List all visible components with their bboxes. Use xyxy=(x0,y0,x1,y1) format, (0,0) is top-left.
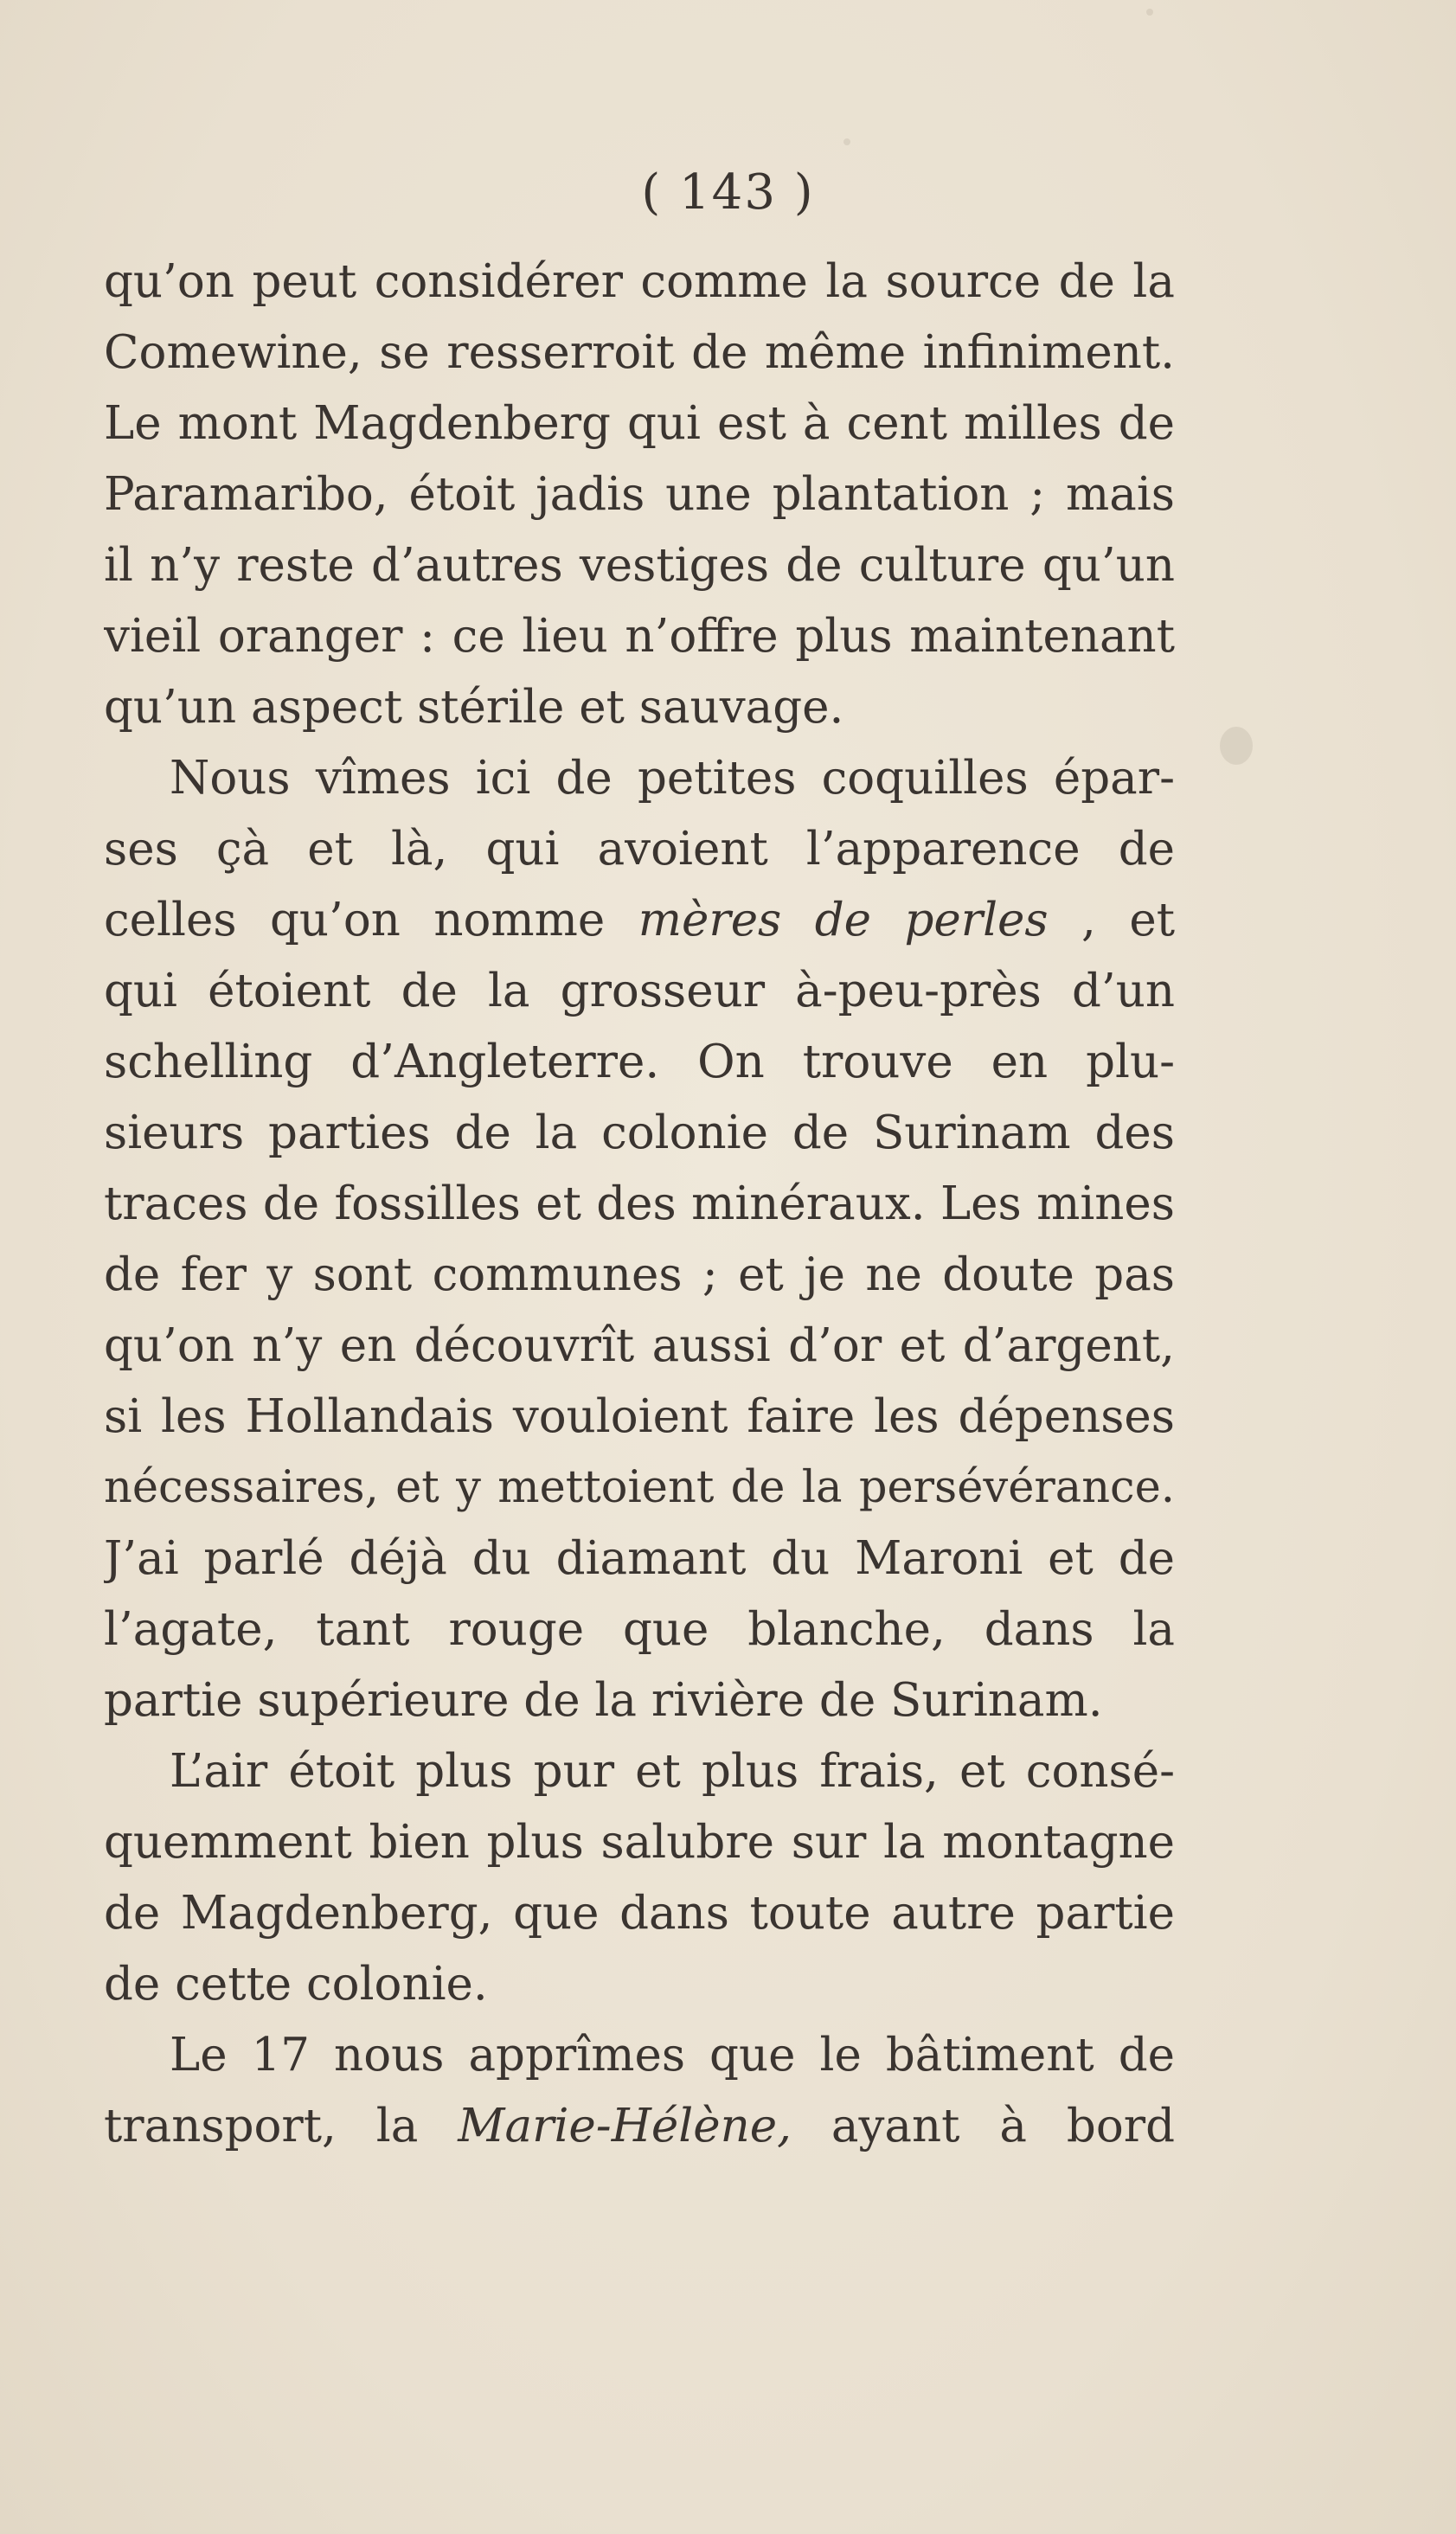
text-line: nécessaires, et y mettoient de la persévérance. xyxy=(104,1462,1175,1513)
text-line: J’ai parlé déjà du diamant du Maroni et de xyxy=(104,1532,1175,1585)
italic-term: Marie-Hélène, xyxy=(458,2100,792,2152)
page-number-header: ( 143 ) xyxy=(641,164,815,221)
text-line: de Magdenberg, que dans toute autre partie xyxy=(104,1887,1175,1940)
text-line-with-italic xyxy=(104,2091,1175,2162)
text-line: schelling d’Angleterre. On trouve en plu- xyxy=(104,1036,1175,1088)
paper-stain xyxy=(1146,9,1153,16)
text-segment: ayant à bord xyxy=(791,2100,1175,2152)
text-line: L’air étoit plus pur et plus frais, et consé- xyxy=(170,1745,1175,1798)
page-body-text xyxy=(104,247,1175,2162)
text-line: Comewine, se resserroit de même infiniment. xyxy=(104,326,1175,379)
text-line: qu’on n’y en découvrît aussi d’or et d’argent, xyxy=(104,1319,1175,1372)
text-segment: transport, la xyxy=(104,2100,459,2152)
text-line: si les Hollandais vouloient faire les dépenses xyxy=(104,1390,1175,1443)
italic-term: mères de perles xyxy=(638,894,1049,946)
text-line: Paramaribo, étoit jadis une plantation ; mais xyxy=(104,468,1175,521)
text-line: Le mont Magdenberg qui est à cent milles de xyxy=(104,397,1175,450)
text-line: traces de fossilles et des minéraux. Les mines xyxy=(104,1177,1175,1230)
text-line: partie supérieure de la rivière de Surinam. xyxy=(104,1674,1103,1727)
text-line: de cette colonie. xyxy=(104,1958,488,2011)
text-line: Nous vîmes ici de petites coquilles épar- xyxy=(170,752,1175,805)
text-line: de fer y sont communes ; et je ne doute pas xyxy=(104,1248,1175,1301)
text-line: vieil oranger : ce lieu n’offre plus maintenant xyxy=(104,610,1175,663)
text-line: ses çà et là, qui avoient l’apparence de xyxy=(104,823,1175,876)
text-segment: , et xyxy=(1048,894,1175,946)
text-line: qu’un aspect stérile et sauvage. xyxy=(104,681,844,734)
text-line: qui étoient de la grosseur à-peu-près d’un xyxy=(104,965,1175,1017)
text-line: il n’y reste d’autres vestiges de culture qu’un xyxy=(104,539,1175,592)
text-line: sieurs parties de la colonie de Surinam des xyxy=(104,1107,1175,1159)
text-line: quemment bien plus salubre sur la montagne xyxy=(104,1816,1175,1869)
text-segment: celles qu’on nomme xyxy=(104,894,638,946)
paper-stain xyxy=(1220,727,1253,765)
text-line: Le 17 nous apprîmes que le bâtiment de xyxy=(170,2029,1175,2082)
text-line-with-italic xyxy=(104,885,1175,956)
text-line: qu’on peut considérer comme la source de la xyxy=(104,255,1175,308)
text-line: l’agate, tant rouge que blanche, dans la xyxy=(104,1603,1175,1656)
paper-stain xyxy=(843,138,850,145)
